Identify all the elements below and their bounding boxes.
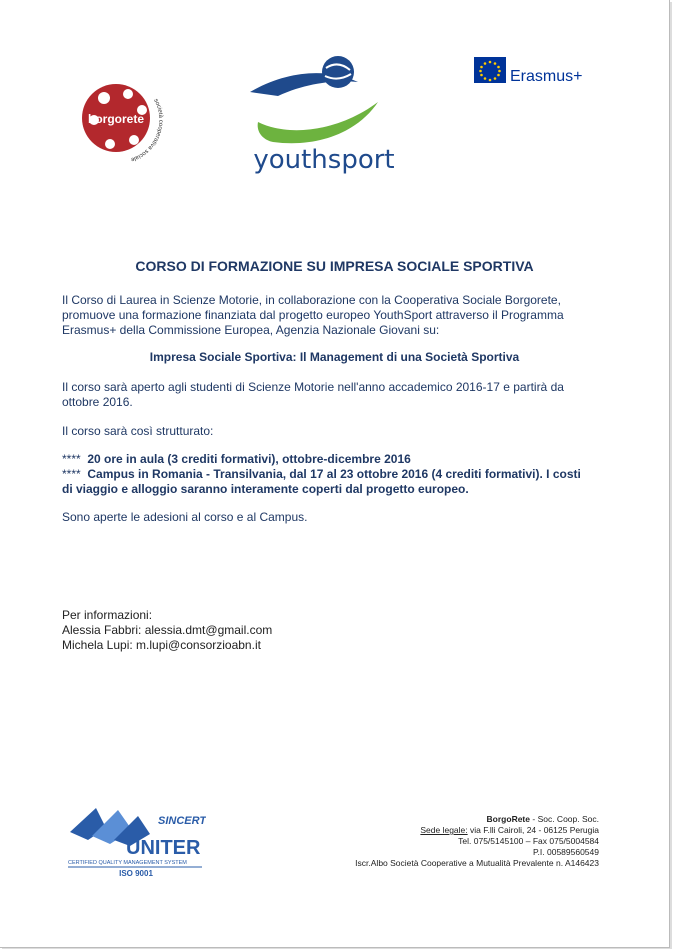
adhesions-note: Sono aperte le adesioni al corso e al Campus. <box>62 510 308 524</box>
list-item-text: Campus in Romania - Transilvania, dal 17 al 23 ottobre 2016 (4 crediti formativi). I costi <box>87 467 581 481</box>
youthsport-logo-text: youthsport <box>253 145 395 175</box>
contact-person: Michela Lupi: m.lupi@consorzioabn.it <box>62 638 261 652</box>
erasmus-logo-text: Erasmus+ <box>510 68 583 85</box>
list-item-text: 20 ore in aula (3 crediti formativi), ottobre-dicembre 2016 <box>87 452 411 466</box>
opening-line: ottobre 2016. <box>62 395 133 409</box>
seat-label: Sede legale: <box>420 825 468 835</box>
intro-line: Il Corso di Laurea in Scienze Motorie, in collaborazione con la Cooperativa Sociale Borgorete, <box>62 293 561 307</box>
list-item <box>62 467 622 482</box>
company-info <box>319 814 599 869</box>
list-item-continuation: di viaggio e alloggio saranno interamente coperti dal progetto europeo. <box>62 482 469 496</box>
opening-paragraph <box>62 380 622 410</box>
contact-person: Alessia Fabbri: alessia.dmt@gmail.com <box>62 623 273 637</box>
uniter-line2: ISO 9001 <box>119 869 153 878</box>
company-registry: Iscr.Albo Società Cooperative a Mutualità Prevalente n. A146423 <box>355 858 599 868</box>
sincert-text: SINCERT <box>158 815 206 827</box>
company-vat: P.I. 00589560549 <box>532 847 599 857</box>
intro-line: promuove una formazione finanziata dal progetto europeo YouthSport attraverso il Programma <box>62 308 564 322</box>
structure-label: Il corso sarà così strutturato: <box>62 424 214 438</box>
youthsport-logo <box>228 52 418 178</box>
borgorete-tagline: società cooperativa sociale <box>129 98 164 163</box>
intro-paragraph <box>62 293 622 338</box>
course-subtitle: Impresa Sociale Sportiva: Il Management di una Società Sportiva <box>149 350 520 364</box>
list-item <box>62 452 622 467</box>
page-title: CORSO DI FORMAZIONE SU IMPRESA SOCIALE SPORTIVA <box>135 258 534 274</box>
uniter-line1: CERTIFIED QUALITY MANAGEMENT SYSTEM <box>68 860 187 866</box>
borgorete-logo <box>80 80 166 170</box>
borgorete-logo-text: borgorete <box>87 112 145 126</box>
contact-block <box>62 608 272 653</box>
intro-line: Erasmus+ della Commissione Europea, Agenzia Nazionale Giovani su: <box>62 323 440 337</box>
list-marker: **** <box>62 467 81 481</box>
contact-label: Per informazioni: <box>62 608 153 622</box>
structure-list <box>62 452 622 497</box>
uniter-text: UNITER <box>126 837 201 859</box>
company-type: - Soc. Coop. Soc. <box>532 814 599 824</box>
company-name: BorgoRete <box>486 814 530 824</box>
opening-line: Il corso sarà aperto agli studenti di Scienze Motorie nell'anno accademico 2016-17 e partirà da <box>62 380 564 394</box>
erasmus-logo <box>474 55 586 89</box>
uniter-logo <box>66 800 206 878</box>
company-phone: Tel. 075/5145100 – Fax 075/5004584 <box>458 836 599 846</box>
list-marker: **** <box>62 452 81 466</box>
company-seat: via F.lli Cairoli, 24 - 06125 Perugia <box>470 825 599 835</box>
